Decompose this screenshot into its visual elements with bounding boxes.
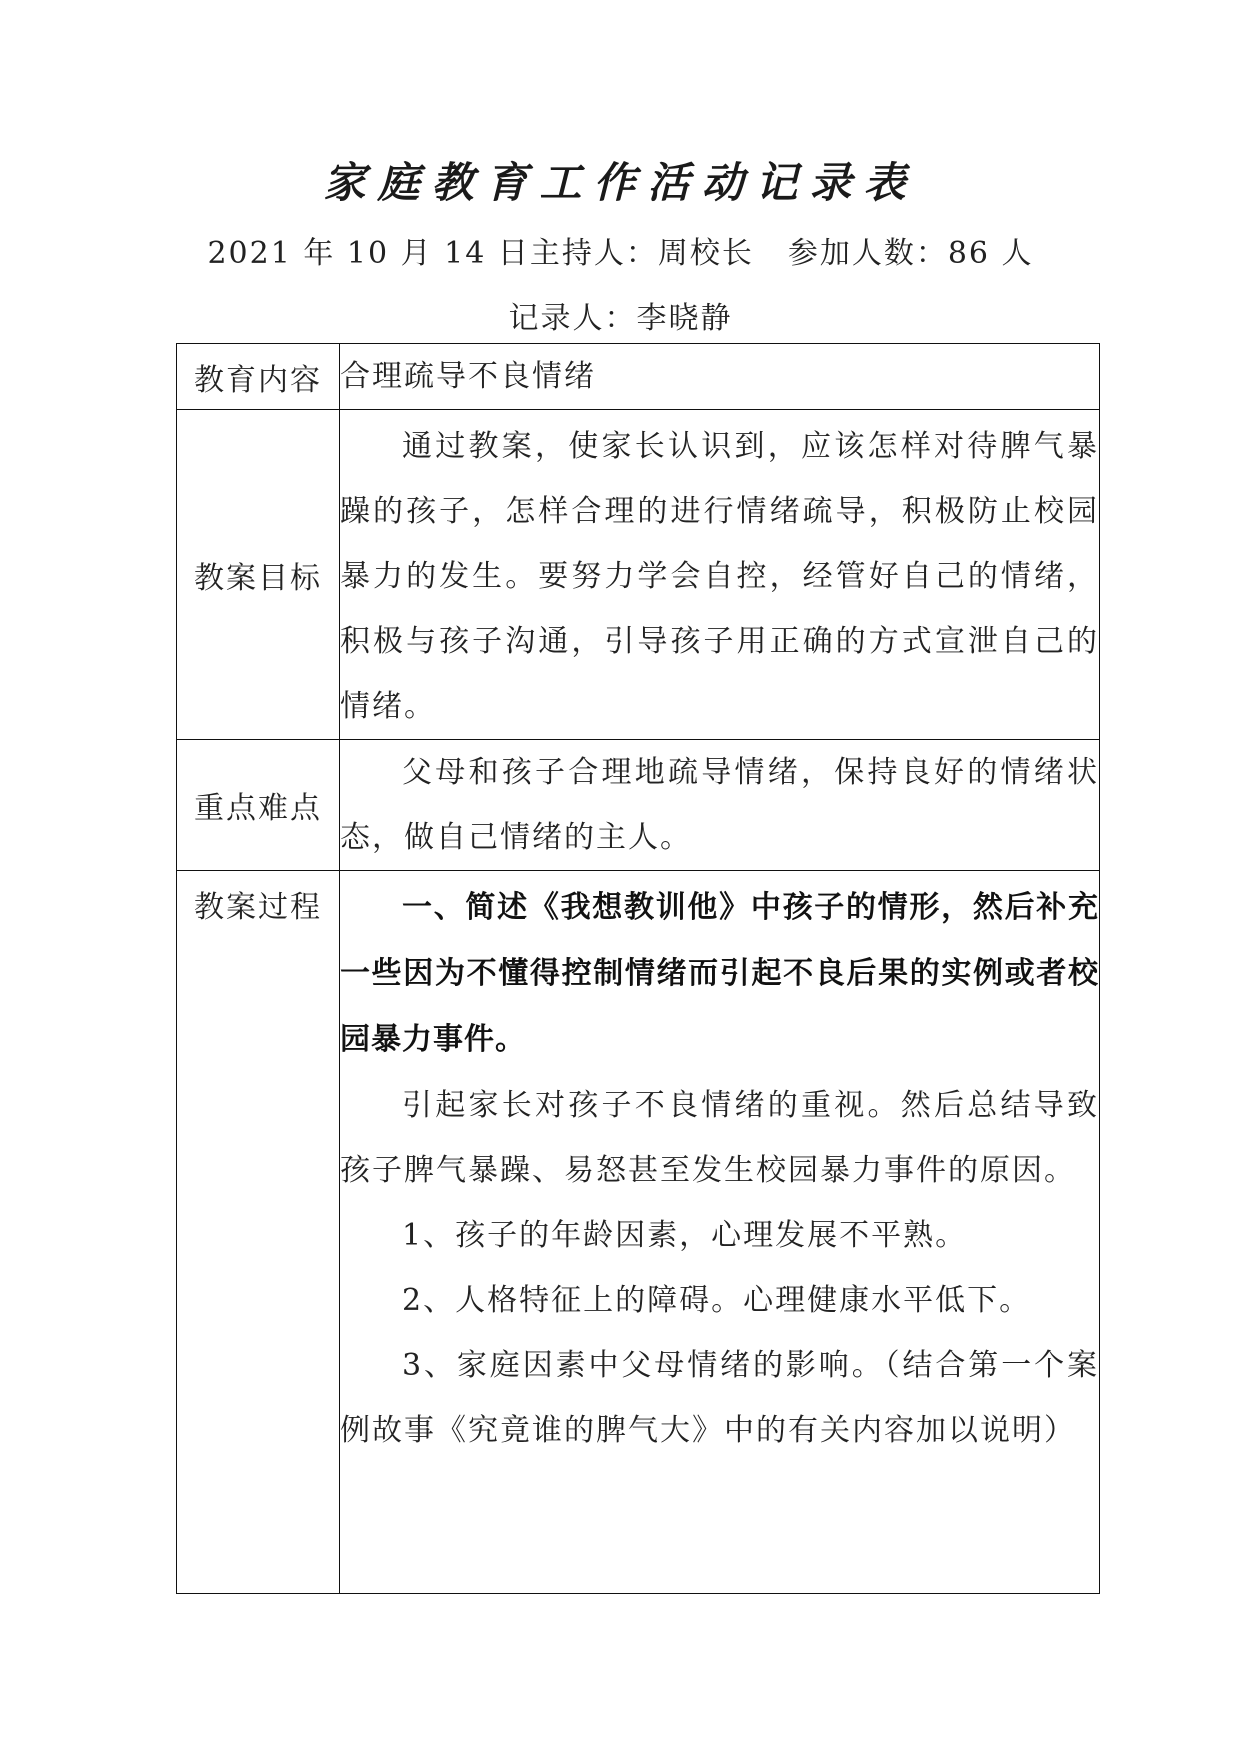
process-item-1: 1、孩子的年龄因素，心理发展不平熟。 xyxy=(402,1218,968,1253)
row-label-content: 教育内容 xyxy=(177,344,340,410)
process-item-2: 2、人格特征上的障碍。心理健康水平低下。 xyxy=(402,1283,1032,1318)
meta-date: 2021 年 10 月 14 日 xyxy=(207,236,530,271)
content-text: 合理疏导不良情绪 xyxy=(340,359,596,394)
process-item-3: 3、家庭因素中父母情绪的影响。（结合第一个案例故事《究竟谁的脾气大》中的有关内容加以说明） xyxy=(340,1348,1099,1448)
process-paragraph: 引起家长对孩子不良情绪的重视。然后总结导致孩子脾气暴躁、易怒甚至发生校园暴力事件的原因。 xyxy=(340,1088,1099,1188)
table-row xyxy=(177,410,1100,740)
process-heading: 一、简述《我想教训他》中孩子的情形，然后补充一些因为不懂得控制情绪而引起不良后果的实例或者校园暴力事件。 xyxy=(340,890,1099,1057)
row-label-process: 教案过程 xyxy=(177,871,340,1594)
meta-line-1 xyxy=(0,228,1241,272)
row-value-key xyxy=(340,740,1100,871)
table-row xyxy=(177,344,1100,410)
meta-host: 主持人：周校长 xyxy=(529,236,754,271)
record-table xyxy=(176,343,1100,1594)
meta-recorder: 记录人：李晓静 xyxy=(508,301,733,336)
document-title: 家庭教育工作活动记录表 xyxy=(323,158,918,207)
key-text: 父母和孩子合理地疏导情绪，保持良好的情绪状态，做自己情绪的主人。 xyxy=(340,755,1099,855)
row-value-process xyxy=(340,871,1100,1594)
row-label-goal: 教案目标 xyxy=(177,410,340,740)
table-row xyxy=(177,871,1100,1594)
meta-attendees: 参加人数：86 人 xyxy=(787,236,1034,271)
meta-line-2 xyxy=(0,293,1241,337)
row-value-goal xyxy=(340,410,1100,740)
row-value-content xyxy=(340,344,1100,410)
row-label-key: 重点难点 xyxy=(177,740,340,871)
table-row xyxy=(177,740,1100,871)
goal-text: 通过教案，使家长认识到，应该怎样对待脾气暴躁的孩子，怎样合理的进行情绪疏导，积极防止校园暴力的发生。要努力学会自控，经管好自己的情绪，积极与孩子沟通，引导孩子用正确的方式宣泄自己的情绪。 xyxy=(340,429,1099,724)
